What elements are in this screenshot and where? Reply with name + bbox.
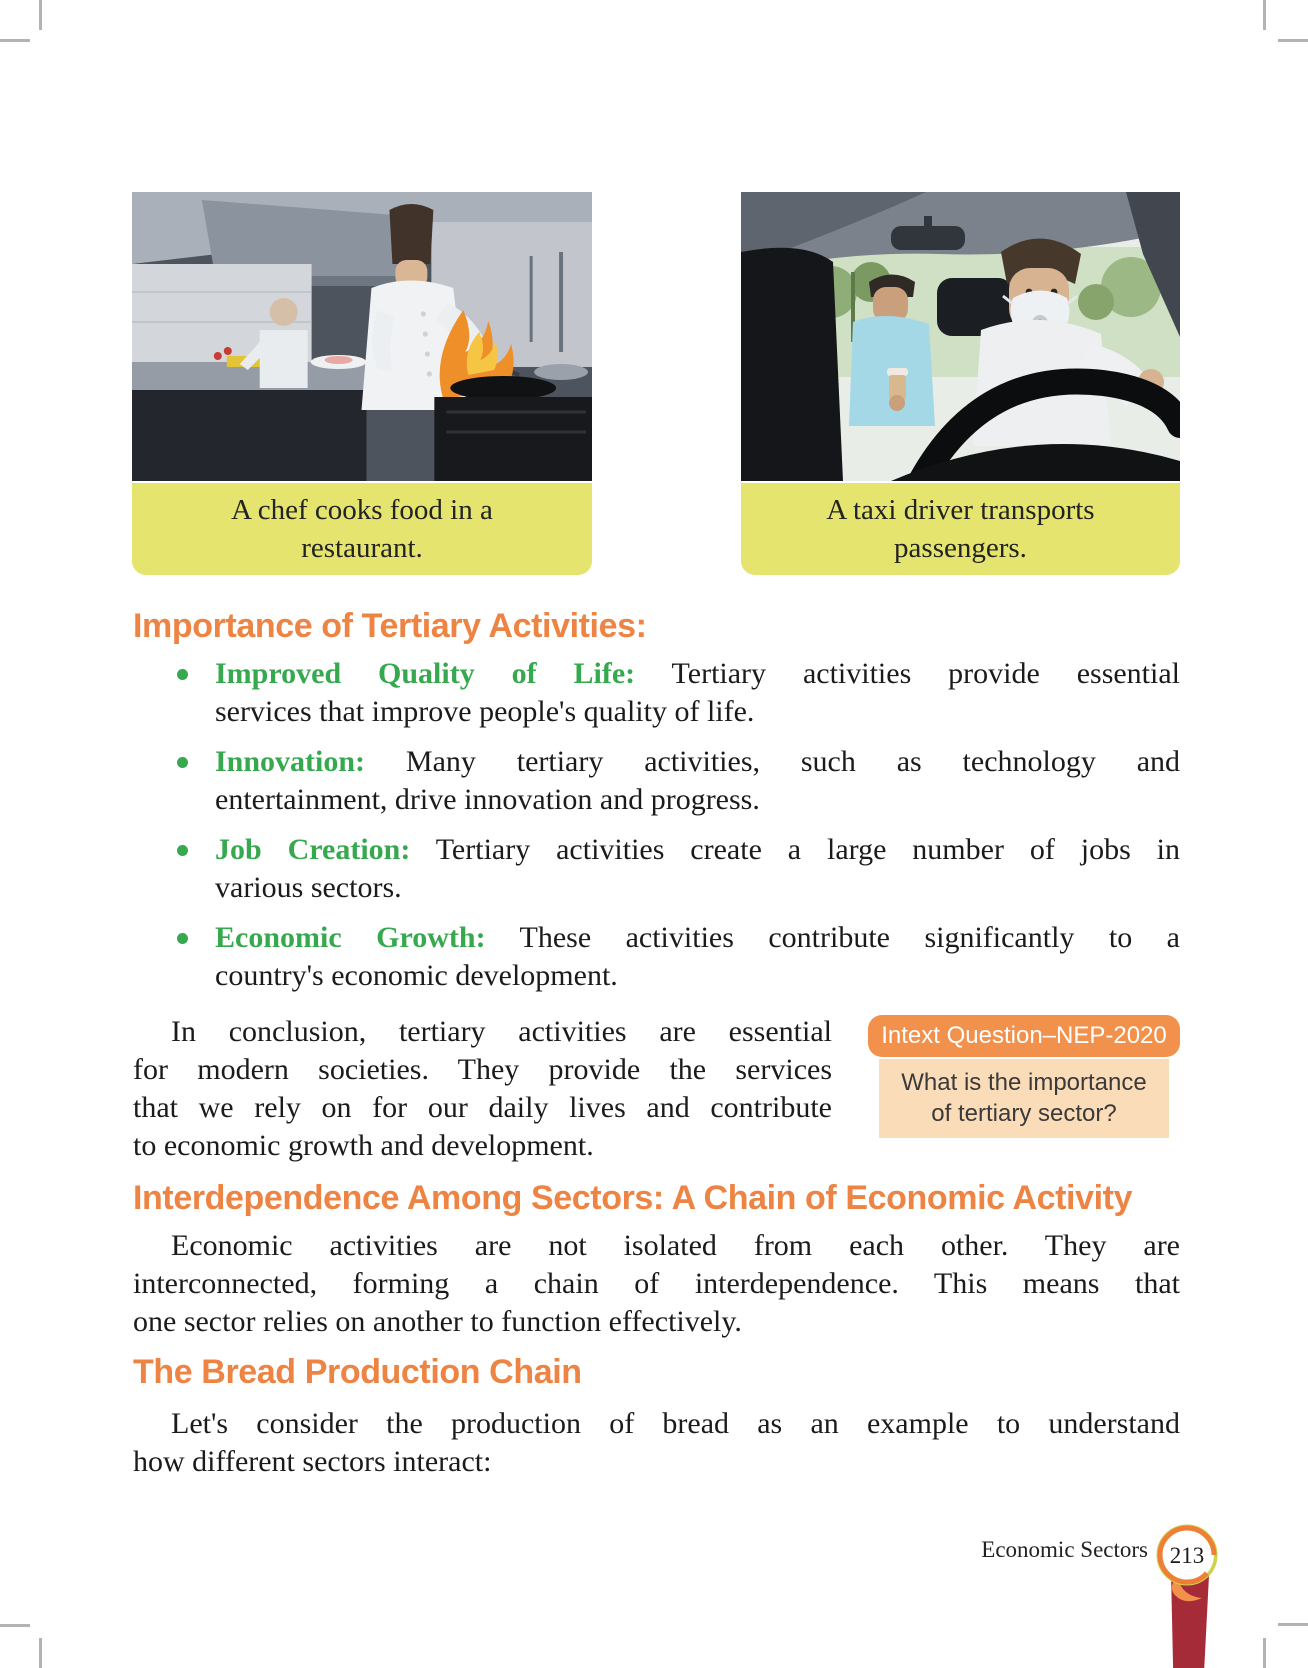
chef-photo <box>132 192 592 481</box>
paragraph-line: to economic growth and development. <box>133 1129 594 1162</box>
intext-question-text <box>879 1059 1169 1138</box>
bullet-text: These activities contribute significantly to a <box>519 921 1180 954</box>
heading-interdependence: Interdependence Among Sectors: A Chain of Economic Activity <box>133 1179 1133 1217</box>
paragraph-line: interconnected, forming a chain of interdependence. This means that <box>133 1267 1180 1300</box>
caption-line: A taxi driver transports <box>826 494 1095 526</box>
crop-mark <box>1278 39 1308 42</box>
intext-question-header: Intext Question–NEP-2020 <box>868 1015 1180 1057</box>
bread-chain-paragraph <box>133 1405 1180 1481</box>
crop-mark <box>0 39 30 42</box>
bullet-item-innovation <box>133 743 1180 819</box>
bullet-icon <box>177 669 188 680</box>
crop-mark <box>39 1638 42 1668</box>
chef-photo-illustration <box>132 192 592 481</box>
bullet-icon <box>177 933 188 944</box>
heading-importance-tertiary: Importance of Tertiary Activities: <box>133 607 647 645</box>
crop-mark <box>1278 1623 1308 1626</box>
bullet-text: entertainment, drive innovation and progress. <box>215 783 760 816</box>
crop-mark <box>1263 0 1266 30</box>
taxi-photo <box>741 192 1180 481</box>
page-number-badge <box>1154 1522 1220 1612</box>
paragraph-line: one sector relies on another to function effectively. <box>133 1305 742 1338</box>
paragraph-line: In conclusion, tertiary activities are essential <box>171 1015 832 1048</box>
bullet-term: Improved Quality of Life: <box>215 657 636 690</box>
bullet-text: various sectors. <box>215 871 402 904</box>
footer-section-title: Economic Sectors <box>981 1537 1148 1562</box>
bullet-term: Job Creation: <box>215 833 411 866</box>
caption-line: A chef cooks food in a <box>231 494 493 526</box>
crop-mark <box>1263 1638 1266 1668</box>
bullet-text: Tertiary activities create a large number of jobs in <box>435 833 1180 866</box>
intext-question-box <box>850 1015 1180 1138</box>
bullet-term: Economic Growth: <box>215 921 486 954</box>
bullet-item-quality-of-life <box>133 655 1180 731</box>
page-number: 213 <box>1169 1543 1205 1568</box>
bullet-text: services that improve people's quality of life. <box>215 695 755 728</box>
bullet-item-job-creation <box>133 831 1180 907</box>
taxi-photo-illustration <box>741 192 1180 481</box>
heading-bread-production-chain: The Bread Production Chain <box>133 1353 582 1391</box>
figure-chef <box>132 192 592 575</box>
paragraph-line: Economic activities are not isolated from each other. They are <box>171 1229 1180 1262</box>
figure-caption <box>132 483 592 575</box>
paragraph-line: for modern societies. They provide the services <box>133 1053 832 1086</box>
importance-bullet-list <box>133 655 1180 1007</box>
figure-taxi <box>741 192 1180 575</box>
bullet-text: country's economic development. <box>215 959 618 992</box>
caption-line: passengers. <box>894 532 1027 564</box>
bullet-icon <box>177 757 188 768</box>
conclusion-paragraph <box>133 1013 1180 1165</box>
paragraph-line: Let's consider the production of bread as an example to understand <box>171 1407 1180 1440</box>
paragraph-line: how different sectors interact: <box>133 1445 492 1478</box>
bullet-term: Innovation: <box>215 745 366 778</box>
bullet-text: Many tertiary activities, such as technology and <box>405 745 1181 778</box>
bullet-text: Tertiary activities provide essential <box>671 657 1180 690</box>
crop-mark <box>39 0 42 30</box>
bullet-icon <box>177 845 188 856</box>
figure-caption <box>741 483 1180 575</box>
intext-question-line: What is the importance <box>901 1069 1147 1096</box>
bullet-item-economic-growth <box>133 919 1180 995</box>
crop-mark <box>0 1624 30 1627</box>
interdependence-paragraph <box>133 1227 1180 1341</box>
caption-line: restaurant. <box>301 532 423 564</box>
intext-question-line: of tertiary sector? <box>931 1100 1117 1127</box>
paragraph-line: that we rely on for our daily lives and contribute <box>133 1091 832 1124</box>
